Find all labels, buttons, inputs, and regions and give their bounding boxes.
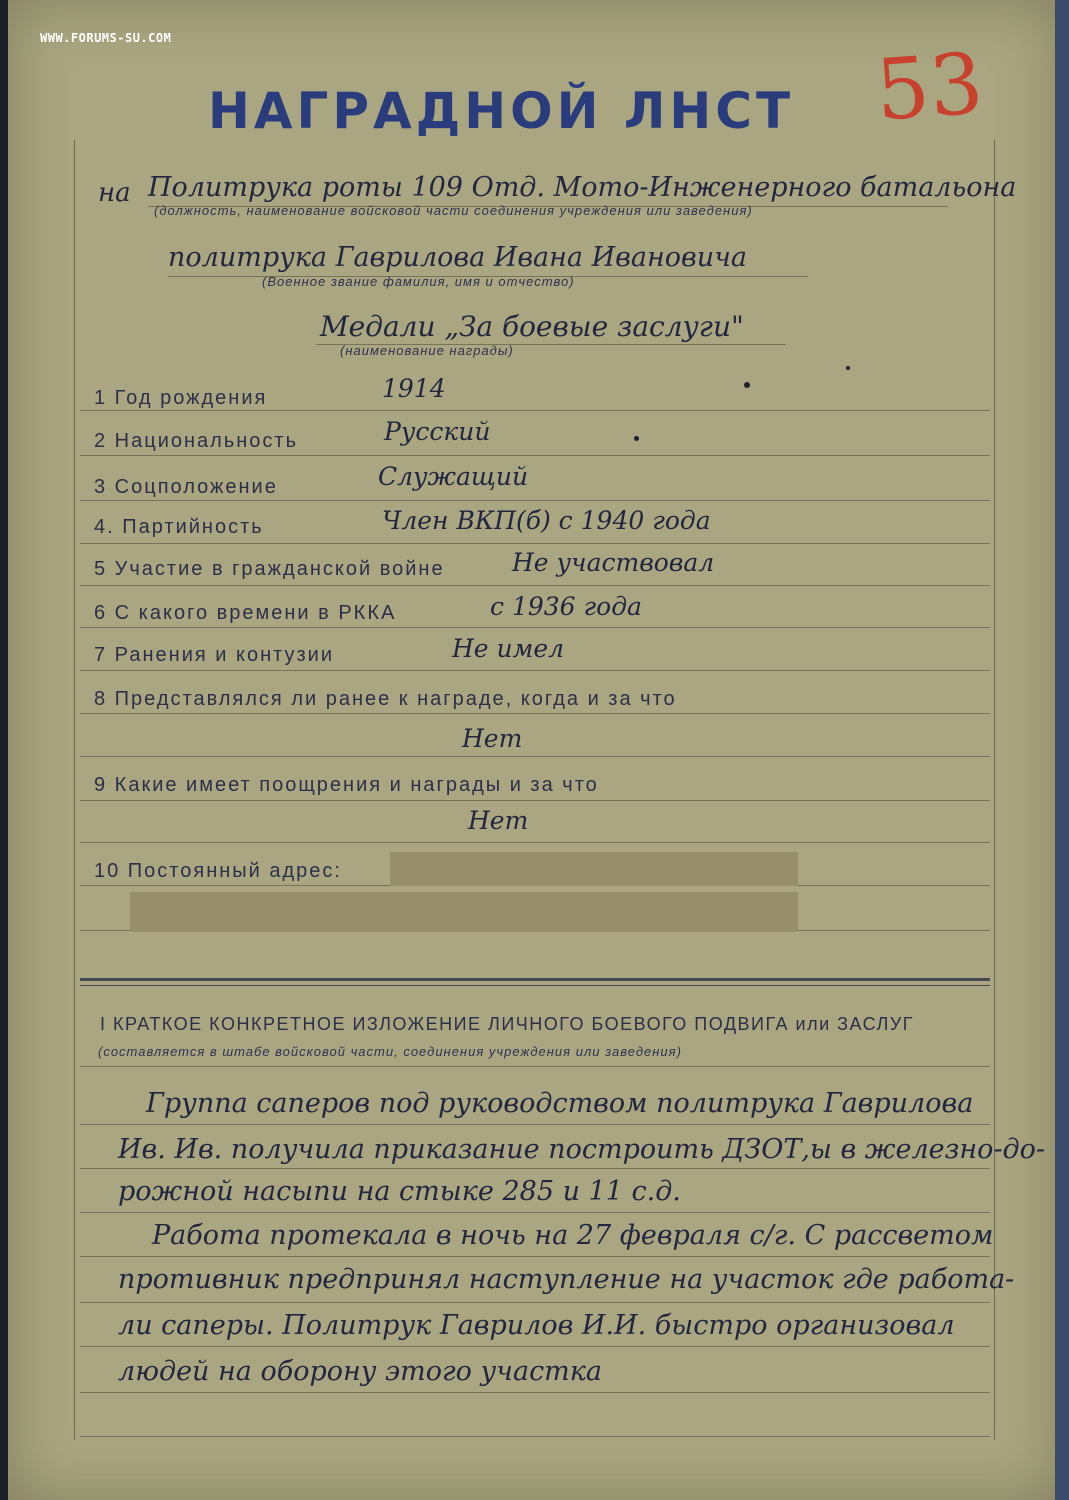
- ink-dot: [634, 436, 639, 441]
- field-label-nationality: 2 Национальность: [94, 430, 299, 452]
- right-margin-line: [994, 140, 995, 1440]
- rule: [80, 1212, 990, 1213]
- rule: [80, 410, 990, 411]
- field-label-rkka-since: 6 С какого времени в РККА: [94, 602, 397, 624]
- rule: [80, 1066, 990, 1067]
- narrative-line-1: Группа саперов под руководством политрука Гаврилова: [146, 1088, 974, 1119]
- rule: [80, 1124, 990, 1125]
- scan-border: [1055, 0, 1069, 1500]
- field-value-nationality: Русский: [384, 417, 491, 446]
- narrative-line-3: рожной насыпи на стыке 285 и 11 с.д.: [118, 1176, 681, 1207]
- rule: [80, 1436, 990, 1437]
- narrative-line-7: людей на оборону этого участка: [118, 1356, 603, 1387]
- field-label-address: 10 Постоянный адрес:: [94, 860, 342, 882]
- field-value-rkka-since: с 1936 года: [490, 592, 642, 621]
- section-heading: I КРАТКОЕ КОНКРЕТНОЕ ИЗЛОЖЕНИЕ ЛИЧНОГО БОЕВОГО ПОДВИГА или ЗАСЛУГ: [100, 1014, 915, 1034]
- section-separator: [80, 978, 990, 981]
- rule: [80, 627, 990, 628]
- narrative-line-5: противник предпринял наступление на участок где работа-: [118, 1264, 1015, 1295]
- field-label-incentives: 9 Какие имеет поощрения и награды и за что: [94, 774, 599, 796]
- rule: [80, 713, 990, 714]
- field-label-social-status: 3 Соцположение: [94, 476, 278, 498]
- field-value-civil-war: Не участвовал: [512, 548, 715, 577]
- rule: [80, 1392, 990, 1393]
- field-value-incentives: Нет: [468, 806, 529, 835]
- page-number: 53: [872, 34, 987, 140]
- rule: [80, 842, 990, 843]
- ink-dot: [744, 382, 750, 388]
- field-value-wounds: Не имел: [452, 634, 565, 663]
- rule: [80, 585, 990, 586]
- ink-dot: [846, 366, 850, 370]
- position-caption: (должность, наименование войсковой части соединения учреждения или заведения): [154, 203, 753, 218]
- field-label-party: 4. Партийность: [94, 516, 264, 538]
- rule: [80, 455, 990, 456]
- narrative-line-4: Работа протекала в ночь на 27 февраля с/г. С рассветом: [152, 1220, 994, 1251]
- rule: [80, 670, 990, 671]
- position-value: Политрука роты 109 Отд. Мото-Инженерного батальона: [148, 172, 1017, 203]
- rule: [80, 1302, 990, 1303]
- to-prefix: на: [98, 178, 131, 208]
- field-label-wounds: 7 Ранения и контузии: [94, 644, 335, 666]
- field-value-social-status: Служащий: [378, 462, 529, 491]
- left-margin-line: [74, 140, 75, 1440]
- rule: [80, 1168, 990, 1169]
- rule: [80, 1346, 990, 1347]
- watermark: WWW.FORUMS-SU.COM: [40, 31, 172, 45]
- narrative-line-2: Ив. Ив. получила приказание построить ДЗОТ,ы в железно-до-: [118, 1134, 1046, 1165]
- section-separator-thin: [80, 985, 990, 986]
- document-title: НАГРАДНОЙ ЛНСТ: [208, 82, 795, 140]
- award-caption: (наименование награды): [340, 343, 514, 358]
- field-label-birth-year: 1 Год рождения: [94, 387, 268, 409]
- rule: [80, 800, 990, 801]
- field-value-party: Член ВКП(б) с 1940 года: [382, 506, 711, 535]
- name-value: политрука Гаврилова Ивана Ивановича: [168, 242, 747, 273]
- section-caption: (составляется в штабе войсковой части, соединения учреждения или заведения): [98, 1044, 682, 1059]
- field-value-prior-award: Нет: [462, 724, 523, 753]
- field-label-prior-award: 8 Представлялся ли ранее к награде, когда и за что: [94, 688, 677, 710]
- field-value-birth-year: 1914: [382, 374, 446, 403]
- rule: [80, 756, 990, 757]
- field-label-civil-war: 5 Участие в гражданской войне: [94, 558, 445, 580]
- redacted-address-line-2: [130, 892, 798, 932]
- narrative-line-6: ли саперы. Политрук Гаврилов И.И. быстро организовал: [118, 1310, 955, 1341]
- award-value: Медали „За боевые заслуги": [320, 310, 744, 343]
- redacted-address-line-1: [390, 852, 798, 886]
- rule: [80, 1256, 990, 1257]
- rule: [80, 543, 990, 544]
- name-caption: (Военное звание фамилия, имя и отчество): [262, 274, 575, 289]
- rule: [80, 500, 990, 501]
